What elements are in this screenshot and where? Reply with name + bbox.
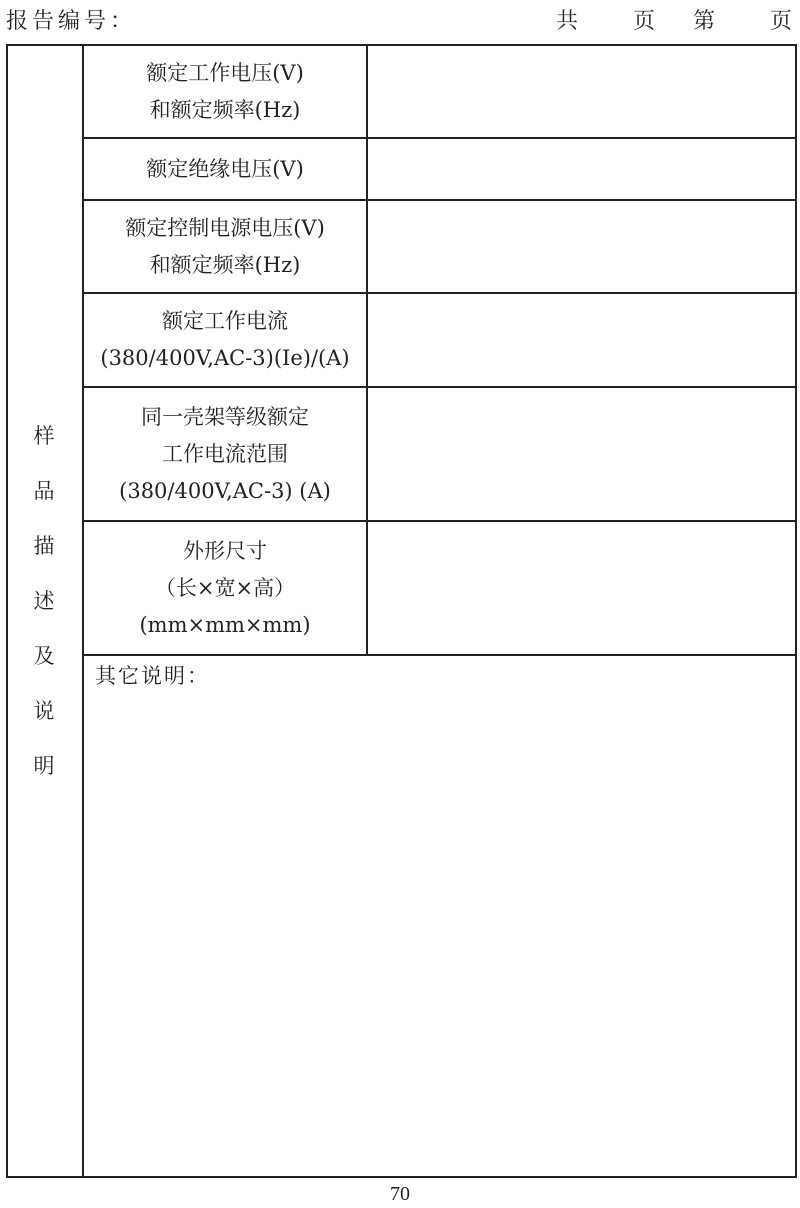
- label-rated-insulation-voltage: [84, 139, 366, 199]
- value-rated-insulation-voltage[interactable]: [368, 139, 795, 199]
- row-divider: [82, 654, 797, 656]
- label-line: (380/400V,AC-3) (A): [119, 478, 331, 503]
- side-char: 说: [33, 699, 55, 723]
- table-border-bottom: [6, 1176, 797, 1178]
- label-line: （长×宽×高）: [154, 575, 296, 600]
- label-line: 额定工作电流: [162, 309, 288, 333]
- value-rated-operational-current[interactable]: [368, 294, 795, 386]
- label-line: 和额定频率(Hz): [149, 252, 301, 277]
- label-line: 和额定频率(Hz): [149, 97, 301, 122]
- label-line: 额定工作电压(V): [146, 60, 304, 85]
- label-control-supply-voltage: [84, 201, 366, 292]
- table-border-right: [795, 44, 797, 1178]
- side-char: 述: [33, 589, 55, 613]
- side-label: [6, 420, 82, 805]
- label-rated-voltage-frequency: [84, 46, 366, 137]
- label-line: 工作电流范围: [162, 441, 288, 466]
- label-line: 外形尺寸: [183, 538, 267, 563]
- value-rated-voltage-frequency[interactable]: [368, 46, 795, 137]
- side-char: 样: [33, 424, 55, 448]
- label-line: 同一壳架等级额定: [141, 404, 309, 429]
- label-line: 额定绝缘电压(V): [146, 156, 304, 181]
- page-info: 共 页 第 页: [556, 9, 796, 34]
- label-dimensions: [84, 522, 366, 654]
- side-char: 品: [33, 479, 55, 503]
- label-line: (mm×mm×mm): [139, 612, 311, 637]
- label-line: (380/400V,AC-3)(Ie)/(A): [100, 346, 350, 370]
- value-dimensions[interactable]: [368, 522, 795, 654]
- side-char: 描: [33, 534, 55, 558]
- other-notes-label: 其它说明：: [95, 664, 210, 688]
- label-frame-current-range: [84, 388, 366, 520]
- label-line: 额定控制电源电压(V): [125, 215, 325, 240]
- label-rated-operational-current: [84, 294, 366, 386]
- page-number: 70: [390, 1183, 410, 1205]
- side-char: 及: [33, 644, 55, 668]
- report-number-label: 报告编号：: [6, 9, 137, 34]
- side-char: 明: [33, 754, 55, 778]
- value-frame-current-range[interactable]: [368, 388, 795, 520]
- value-control-supply-voltage[interactable]: [368, 201, 795, 292]
